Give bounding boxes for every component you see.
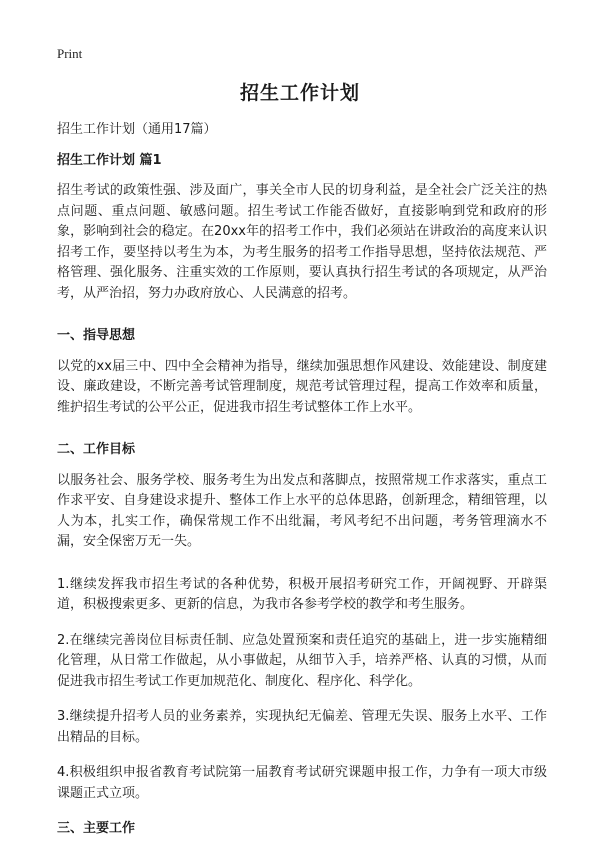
- document-subtitle: 招生工作计划（通用17篇）: [57, 122, 217, 137]
- intro-paragraph: 招生考试的政策性强、涉及面广，事关全市人民的切身利益，是全社会广泛关注的热点问题、重点问题、敏感问题。招生考试工作能否做好，直接影响到党和政府的形象，影响到社会的稳定。在20xx年的招考工作中，我们必须站在讲政治的高度来认识招考工作，要坚持以考生为本，为考生服务的招考工作指导思想，坚持依法规范、严格管理、强化服务、注重实效的工作原则，要认真执行招生考试的各项规定，从严治考，从严治招，努力办政府放心、人民满意的招考。: [57, 183, 547, 301]
- section-heading-work-goals: 二、工作目标: [57, 442, 136, 457]
- document-body: [57, 120, 547, 850]
- section-heading-guiding-ideology: 一、指导思想: [57, 328, 136, 343]
- goal-item-1: 1.继续发挥我市招生考试的各种优势，积极开展招考研究工作，开阔视野、开辟渠道，积极搜索更多、更新的信息，为我市各参考学校的教学和考生服务。: [57, 576, 547, 612]
- goal-item-2: 2.在继续完善岗位目标责任制、应急处置预案和责任追究的基础上，进一步实施精细化管理，从日常工作做起，从小事做起，从细节入手，培养严格、认真的习惯，从而促进我市招生考试工作更加规范化、制度化、程序化、科学化。: [57, 632, 547, 689]
- work-goals-paragraph: 以服务社会、服务学校、服务考生为出发点和落脚点，按照常规工作求落实，重点工作求平安、自身建设求提升、整体工作上水平的总体思路，创新理念，精细管理，以人为本，扎实工作，确保常规工作不出纰漏，考风考纪不出问题，考务管理滴水不漏，安全保密万无一失。: [57, 472, 547, 549]
- goal-item-3: 3.继续提升招考人员的业务素养，实现执纪无偏差、管理无失误、服务上水平、工作出精品的目标。: [57, 709, 547, 745]
- print-link[interactable]: Print: [57, 46, 83, 61]
- article-title: 招生工作计划 篇1: [57, 152, 162, 168]
- goal-item-4: 4.积极组织申报省教育考试院第一届教育考试研究课题申报工作，力争有一项大市级课题正式立项。: [57, 765, 547, 801]
- guiding-ideology-paragraph: 以党的xx届三中、四中全会精神为指导，继续加强思想作风建设、效能建设、制度建设、廉政建设，不断完善考试管理制度，规范考试管理过程，提高工作效率和质量，维护招生考试的公平公正，促进我市招生考试整体工作上水平。: [57, 358, 547, 415]
- page-title: 招生工作计划: [239, 82, 360, 104]
- section-heading-main-work: 三、主要工作: [57, 821, 136, 836]
